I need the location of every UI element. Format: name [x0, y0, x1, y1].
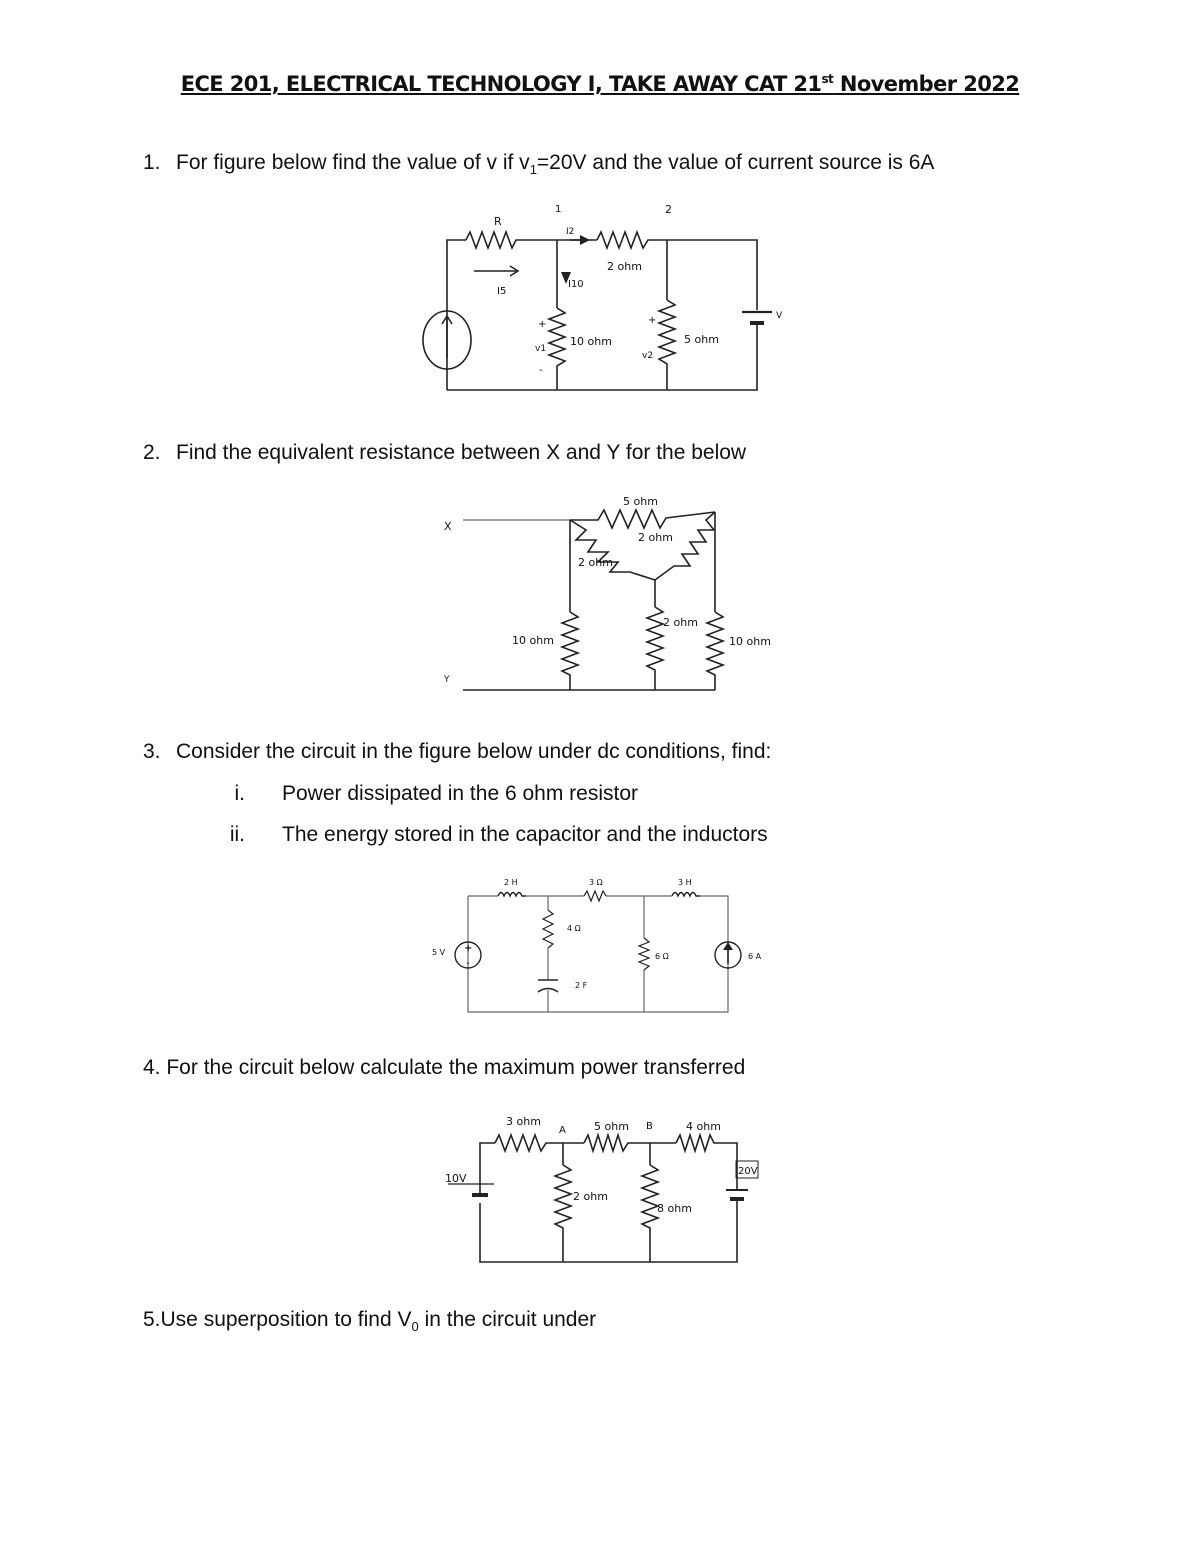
question-3	[143, 740, 771, 764]
figure-2-circuit	[0, 490, 1200, 700]
resistor-10-ohm-left	[562, 612, 578, 677]
label-3h: 3 H	[678, 878, 692, 887]
part-number: ii.	[229, 823, 245, 846]
part-number: i.	[234, 782, 245, 805]
label-8-ohm: 8 ohm	[657, 1202, 692, 1215]
battery-v	[742, 312, 772, 323]
label-b: B	[646, 1121, 653, 1132]
label-i2: I2	[566, 227, 575, 237]
figure-3-wires	[468, 896, 728, 1012]
label-3-ohm: 3 ohm	[506, 1115, 541, 1128]
question-number: 1.	[143, 151, 161, 174]
label-10-ohm: 10 ohm	[570, 335, 612, 348]
label-x: X	[444, 520, 452, 533]
label-r: R	[494, 215, 502, 228]
title-main: ECE 201, ELECTRICAL TECHNOLOGY I, TAKE AWAY CAT 21	[180, 72, 822, 96]
label-v2: v2	[642, 351, 654, 361]
label-10v: 10V	[445, 1172, 467, 1185]
label-4-ohm: 4 ohm	[686, 1120, 721, 1133]
question-text: Find the equivalent resistance between X and Y for the below	[176, 441, 747, 464]
resistor-6-ohm	[639, 938, 649, 970]
question-text-end: in the circuit under	[418, 1308, 597, 1331]
label-v1: v1	[535, 344, 547, 354]
question-text: For figure below find the value of v if v	[176, 151, 530, 174]
part-text: The energy stored in the capacitor and the inductors	[282, 823, 768, 846]
question-number: 4.	[143, 1056, 161, 1079]
label-5v: 5 V	[432, 948, 446, 957]
label-10-ohm-left: 10 ohm	[512, 634, 554, 647]
label-i5: I5	[497, 286, 507, 297]
question-4	[143, 1056, 745, 1080]
question-subscript: 1	[529, 162, 537, 178]
label-5-ohm: 5 ohm	[594, 1120, 629, 1133]
label-v1-minus: -	[539, 365, 543, 376]
figure-1-circuit	[0, 195, 1200, 395]
label-2-ohm-left: 2 ohm	[578, 556, 613, 569]
question-text: Consider the circuit in the figure below under dc conditions, find:	[176, 740, 772, 763]
question-1	[143, 151, 934, 177]
battery-20v	[726, 1190, 748, 1199]
resistor-4-ohm	[676, 1135, 718, 1151]
label-node-2: 2	[665, 203, 672, 216]
question-text: For the circuit below calculate the maximum power transferred	[166, 1056, 746, 1079]
label-node-1: 1	[555, 204, 562, 215]
label-v2-plus: +	[648, 315, 657, 326]
question-number: 2.	[143, 441, 161, 464]
label-4-ohm: 4 Ω	[567, 924, 581, 933]
title-superscript: st	[821, 72, 834, 86]
label-5-ohm: 5 ohm	[623, 495, 658, 508]
question-text-end: =20V and the value of current source is 6A	[536, 151, 935, 174]
figure-4-circuit	[0, 1105, 1200, 1270]
question-3-part-i	[195, 782, 638, 806]
label-v: V	[776, 311, 783, 321]
question-number: 5.	[143, 1308, 161, 1331]
label-2h: 2 H	[504, 878, 518, 887]
resistor-8-ohm	[642, 1165, 658, 1232]
question-3-part-ii	[195, 823, 768, 847]
resistor-10-ohm	[549, 308, 565, 370]
resistor-5-ohm	[584, 1135, 632, 1151]
question-5	[143, 1308, 596, 1334]
inductor-2h	[498, 893, 526, 897]
figure-3-circuit	[0, 870, 1200, 1020]
resistor-2-ohm-middle	[647, 607, 663, 672]
question-subscript: 0	[411, 1319, 419, 1335]
resistor-10-ohm-right	[707, 612, 723, 677]
resistor-2-ohm	[555, 1165, 571, 1232]
resistor-5-ohm-top	[570, 510, 715, 528]
label-20v: 20V	[738, 1166, 758, 1177]
figure-2-wires	[463, 512, 715, 690]
label-6a: 6 A	[748, 952, 762, 961]
label-i10: I10	[568, 279, 584, 290]
inductor-3h	[672, 893, 700, 897]
label-10-ohm-right: 10 ohm	[729, 635, 771, 648]
label-2-ohm: 2 ohm	[607, 260, 642, 273]
label-v1-plus: +	[538, 319, 547, 330]
label-y: Y	[444, 675, 450, 685]
resistor-r	[466, 232, 520, 248]
figure-1-wires	[447, 240, 757, 390]
page-title	[0, 72, 1200, 96]
question-2	[143, 441, 746, 465]
svg-text:+: +	[464, 943, 473, 954]
part-text: Power dissipated in the 6 ohm resistor	[282, 782, 639, 805]
resistor-3-ohm	[495, 1135, 550, 1151]
label-3-ohm: 3 Ω	[589, 878, 603, 887]
question-text: Use superposition to find V	[160, 1308, 412, 1331]
svg-text:-: -	[466, 958, 470, 969]
label-5-ohm: 5 ohm	[684, 333, 719, 346]
resistor-2-ohm	[597, 232, 652, 248]
resistor-4-ohm	[543, 910, 553, 948]
resistor-5-ohm	[659, 300, 675, 368]
resistor-2-ohm-left-diagonal	[570, 520, 655, 580]
label-a: A	[559, 1125, 566, 1136]
label-2-ohm-diagonal: 2 ohm	[638, 531, 673, 544]
resistor-3-ohm	[584, 891, 606, 901]
question-number: 3.	[143, 740, 161, 763]
label-2f: 2 F	[575, 981, 588, 990]
label-2-ohm-middle: 2 ohm	[663, 616, 698, 629]
label-2-ohm: 2 ohm	[573, 1190, 608, 1203]
label-6-ohm: 6 Ω	[655, 952, 669, 961]
current-arrows	[474, 235, 590, 284]
title-end: November 2022	[833, 72, 1020, 96]
